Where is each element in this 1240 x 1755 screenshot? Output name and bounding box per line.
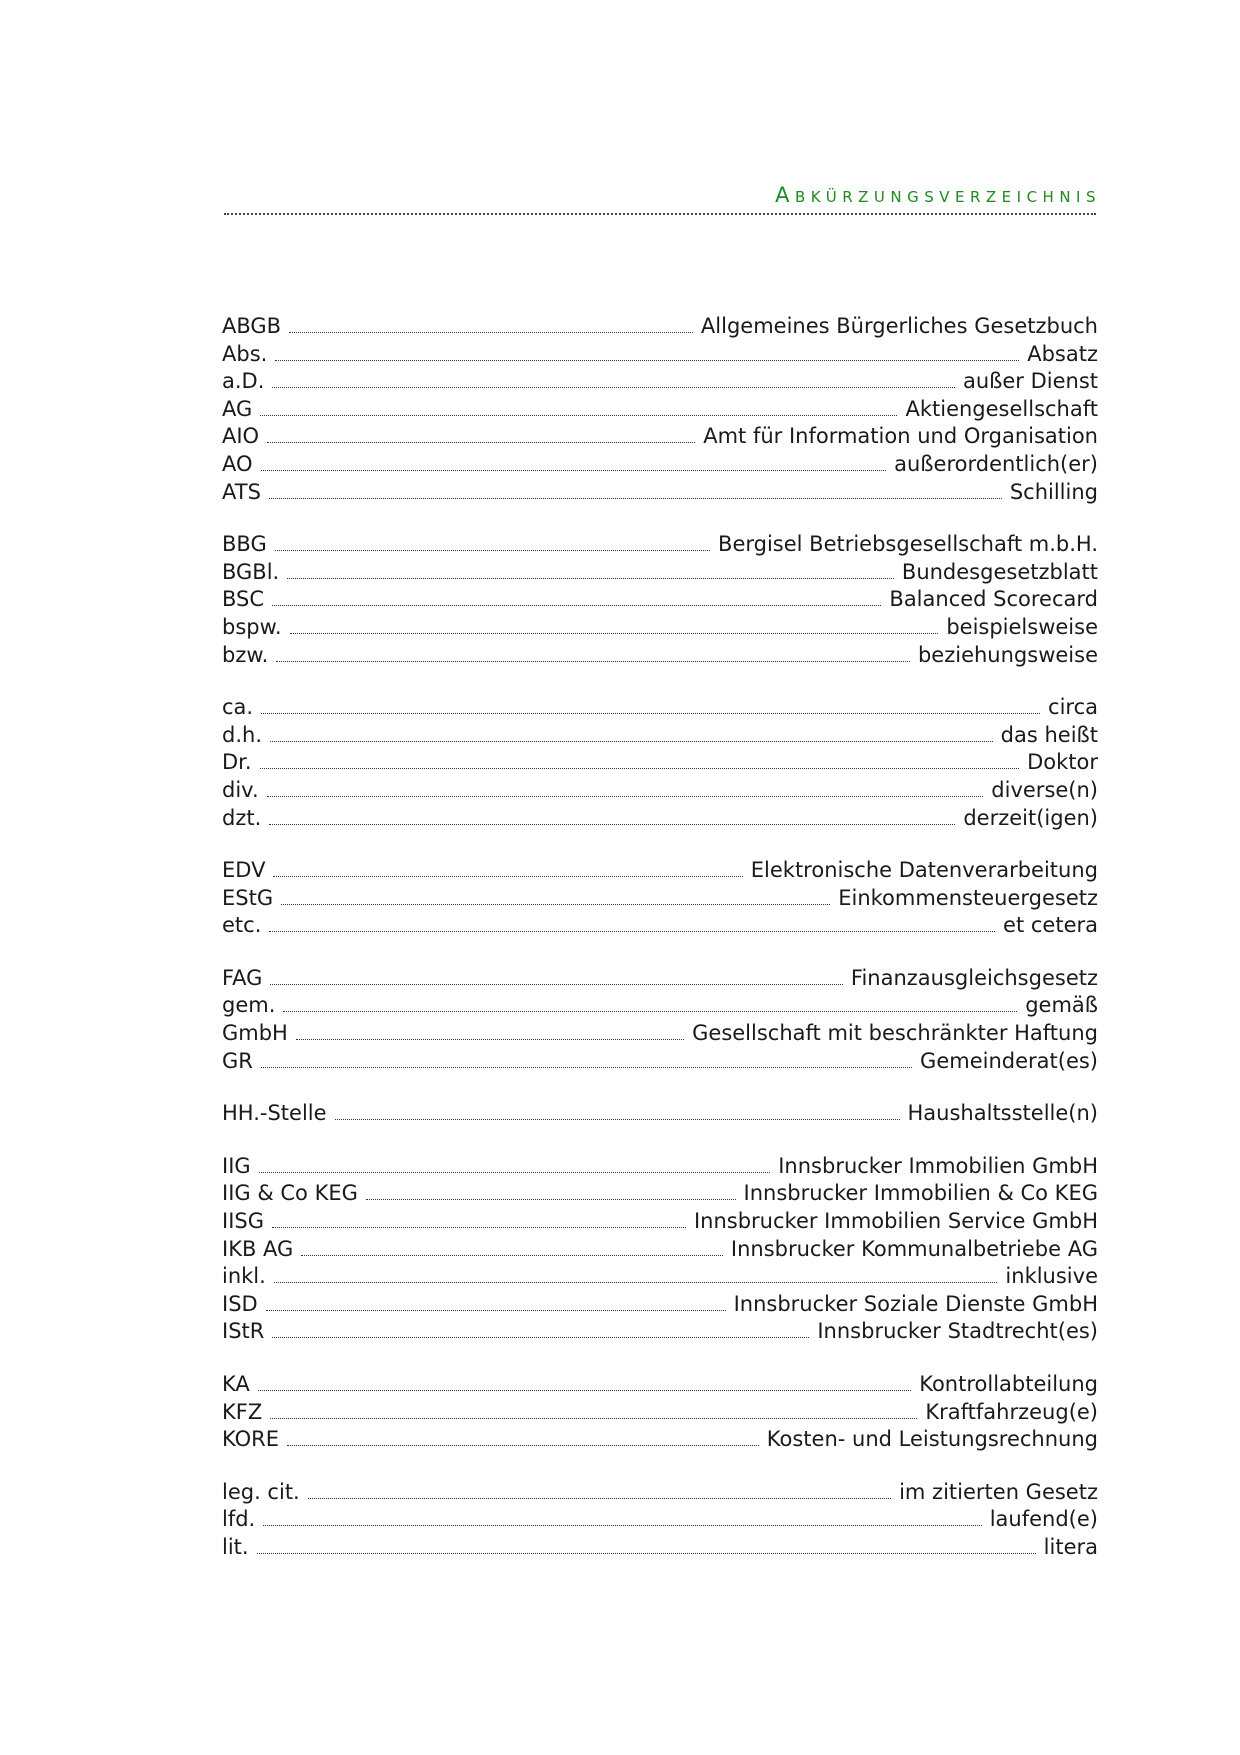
dot-leader [270, 741, 993, 742]
abbreviation-entry [222, 1263, 1098, 1291]
abbreviation-entry [222, 1399, 1098, 1427]
dot-leader [261, 470, 887, 471]
abbreviation-term: dzt. [222, 805, 262, 830]
dot-leader [259, 1172, 771, 1173]
dot-leader [269, 498, 1002, 499]
abbreviation-meaning: inklusive [1005, 1264, 1098, 1289]
abbreviation-meaning: außer Dienst [962, 369, 1098, 394]
dot-leader [267, 442, 695, 443]
abbreviation-term: AG [222, 396, 253, 421]
abbreviation-group [222, 1479, 1098, 1562]
abbreviation-entry [222, 559, 1098, 587]
dot-leader [275, 550, 710, 551]
abbreviation-meaning: Absatz [1027, 341, 1098, 366]
abbreviation-meaning: Bergisel Betriebsgesellschaft m.b.H. [718, 532, 1098, 557]
abbreviation-entry [222, 423, 1098, 451]
abbreviation-entry [222, 1180, 1098, 1208]
abbreviation-meaning: Finanzausgleichsgesetz [850, 965, 1098, 990]
abbreviation-group [222, 531, 1098, 669]
abbreviation-entry [222, 805, 1098, 833]
abbreviation-meaning: litera [1043, 1534, 1098, 1559]
abbreviation-term: div. [222, 777, 259, 802]
dot-leader [269, 824, 955, 825]
dot-leader [290, 633, 939, 634]
dot-leader [272, 387, 955, 388]
abbreviation-meaning: gemäß [1025, 993, 1098, 1018]
dot-leader [272, 1227, 686, 1228]
abbreviation-meaning: Doktor [1027, 750, 1098, 775]
abbreviation-term: KA [222, 1372, 250, 1396]
abbreviation-meaning: Elektronische Datenverarbeitung [750, 858, 1098, 883]
abbreviation-entry [222, 965, 1098, 993]
abbreviation-term: ca. [222, 695, 254, 720]
abbreviation-meaning: Innsbrucker Soziale Dienste GmbH [733, 1291, 1098, 1316]
abbreviation-entry [222, 694, 1098, 722]
abbreviation-entry [222, 1020, 1098, 1048]
abbreviation-meaning: beziehungsweise [917, 642, 1098, 667]
abbreviation-entry [222, 341, 1098, 369]
abbreviation-term: IIG & Co KEG [222, 1181, 358, 1206]
abbreviation-meaning: Balanced Scorecard [889, 587, 1098, 612]
dot-leader [269, 931, 995, 932]
abbreviation-term: BBG [222, 532, 267, 557]
abbreviation-entry [222, 396, 1098, 424]
abbreviation-meaning: Allgemeines Bürgerliches Gesetzbuch [700, 314, 1098, 338]
dot-leader [266, 1310, 726, 1311]
abbreviation-group [222, 1371, 1098, 1454]
dot-leader [335, 1119, 900, 1120]
dot-leader [257, 1553, 1036, 1554]
abbreviation-meaning: derzeit(igen) [963, 805, 1098, 830]
abbreviation-entry [222, 1534, 1098, 1562]
abbreviation-entry [222, 451, 1098, 479]
abbreviation-group [222, 965, 1098, 1075]
abbreviation-term: BGBl. [222, 559, 280, 584]
abbreviation-term: GmbH [222, 1021, 288, 1046]
dot-leader [308, 1498, 891, 1499]
abbreviation-term: FAG [222, 965, 263, 990]
abbreviation-entry [222, 1318, 1098, 1346]
abbreviation-term: GR [222, 1048, 253, 1073]
abbreviation-group [222, 313, 1098, 506]
abbreviation-term: gem. [222, 993, 276, 1018]
dot-leader [261, 1067, 912, 1068]
abbreviation-entry [222, 479, 1098, 507]
abbreviation-meaning: Haushaltsstelle(n) [907, 1101, 1098, 1126]
abbreviation-term: Abs. [222, 341, 268, 366]
abbreviation-term: IKB AG [222, 1236, 294, 1261]
abbreviation-meaning: Innsbrucker Immobilien Service GmbH [693, 1209, 1098, 1234]
abbreviation-entry [222, 1048, 1098, 1076]
abbreviation-entry [222, 1371, 1098, 1399]
abbreviation-entry [222, 992, 1098, 1020]
page-header [224, 178, 1101, 215]
dot-leader [260, 415, 897, 416]
abbreviation-group [222, 857, 1098, 940]
abbreviation-meaning: Schilling [1009, 479, 1098, 504]
dot-leader [274, 1282, 998, 1283]
abbreviation-entry [222, 313, 1098, 341]
abbreviation-entry [222, 1291, 1098, 1319]
abbreviation-entry [222, 749, 1098, 777]
abbreviation-meaning: außerordentlich(er) [894, 451, 1098, 476]
dot-leader [287, 578, 894, 579]
abbreviation-term: d.h. [222, 722, 262, 747]
abbreviation-meaning: laufend(e) [989, 1507, 1098, 1532]
abbreviation-group [222, 1153, 1098, 1346]
dot-leader [296, 1039, 684, 1040]
abbreviation-meaning: Gesellschaft mit beschränkter Haftung [692, 1021, 1098, 1046]
abbreviation-entry [222, 722, 1098, 750]
abbreviation-term: IIG [222, 1153, 251, 1178]
abbreviation-entry [222, 642, 1098, 670]
dot-leader [261, 713, 1040, 714]
dot-leader [275, 360, 1019, 361]
abbreviation-term: AO [222, 451, 253, 476]
abbreviation-entry [222, 912, 1098, 940]
abbreviation-entry [222, 1426, 1098, 1454]
abbreviation-term: HH.-Stelle [222, 1101, 327, 1126]
abbreviation-meaning: Aktiengesellschaft [905, 396, 1098, 421]
dot-leader [276, 661, 910, 662]
abbreviation-meaning: Kontrollabteilung [919, 1372, 1098, 1396]
abbreviation-term: etc. [222, 913, 262, 938]
abbreviation-meaning: circa [1048, 695, 1098, 720]
abbreviation-entry [222, 885, 1098, 913]
dot-leader [289, 332, 693, 333]
dot-leader [273, 876, 742, 877]
dot-leader [258, 1390, 911, 1391]
abbreviation-entry [222, 1506, 1098, 1534]
abbreviation-list [222, 313, 1098, 1587]
abbreviation-meaning: Gemeinderat(es) [920, 1048, 1098, 1073]
abbreviation-meaning: Amt für Information und Organisation [703, 424, 1098, 449]
abbreviation-meaning: Innsbrucker Immobilien GmbH [778, 1153, 1098, 1178]
abbreviation-term: IStR [222, 1319, 265, 1344]
dot-leader [272, 1337, 809, 1338]
abbreviation-term: a.D. [222, 369, 265, 394]
abbreviation-term: Dr. [222, 750, 252, 775]
abbreviation-entry [222, 368, 1098, 396]
abbreviation-term: EDV [222, 858, 266, 883]
abbreviation-entry [222, 1153, 1098, 1181]
abbreviation-entry [222, 1236, 1098, 1264]
dot-leader [270, 1418, 917, 1419]
abbreviation-term: bzw. [222, 642, 269, 667]
abbreviation-entry [222, 777, 1098, 805]
abbreviation-term: EStG [222, 885, 274, 910]
dot-leader [287, 1445, 759, 1446]
abbreviation-term: ATS [222, 479, 261, 504]
abbreviation-meaning: Kraftfahrzeug(e) [925, 1399, 1098, 1424]
abbreviation-term: lfd. [222, 1507, 256, 1532]
abbreviation-term: KFZ [222, 1399, 263, 1424]
abbreviation-meaning: beispielsweise [946, 614, 1098, 639]
dot-leader [267, 796, 984, 797]
abbreviation-meaning: das heißt [1000, 722, 1098, 747]
abbreviation-meaning: Bundesgesetzblatt [901, 559, 1098, 584]
abbreviation-entry [222, 1479, 1098, 1507]
abbreviation-entry [222, 586, 1098, 614]
abbreviation-meaning: Innsbrucker Kommunalbetriebe AG [730, 1236, 1098, 1261]
dot-leader [301, 1255, 723, 1256]
abbreviation-meaning: Einkommensteuergesetz [838, 885, 1098, 910]
abbreviation-term: KORE [222, 1427, 280, 1452]
dot-leader [281, 904, 830, 905]
abbreviation-group [222, 694, 1098, 832]
dot-leader [272, 605, 881, 606]
dot-leader [260, 768, 1020, 769]
abbreviation-term: lit. [222, 1534, 249, 1559]
abbreviation-term: inkl. [222, 1264, 266, 1289]
page-title: Abkürzungsverzeichnis [775, 183, 1101, 207]
abbreviation-term: bspw. [222, 614, 282, 639]
abbreviation-entry [222, 1208, 1098, 1236]
abbreviation-term: ISD [222, 1291, 258, 1316]
abbreviation-meaning: Kosten- und Leistungsrechnung [766, 1427, 1098, 1452]
abbreviation-term: IISG [222, 1209, 264, 1234]
dot-leader [270, 984, 842, 985]
abbreviation-term: BSC [222, 587, 265, 612]
abbreviation-entry [222, 614, 1098, 642]
abbreviation-term: ABGB [222, 314, 282, 338]
dot-leader [366, 1199, 736, 1200]
abbreviation-group [222, 1100, 1098, 1128]
abbreviation-entry [222, 857, 1098, 885]
abbreviation-meaning: im zitierten Gesetz [899, 1479, 1098, 1504]
abbreviation-term: AIO [222, 424, 260, 449]
abbreviation-meaning: et cetera [1003, 913, 1098, 938]
abbreviation-meaning: Innsbrucker Stadtrecht(es) [817, 1319, 1098, 1344]
abbreviation-entry [222, 1100, 1098, 1128]
abbreviation-meaning: Innsbrucker Immobilien & Co KEG [743, 1181, 1098, 1206]
abbreviation-entry [222, 531, 1098, 559]
dot-leader [263, 1525, 981, 1526]
abbreviation-term: leg. cit. [222, 1479, 300, 1504]
abbreviation-meaning: diverse(n) [991, 777, 1098, 802]
header-divider [224, 213, 1096, 215]
dot-leader [283, 1011, 1017, 1012]
